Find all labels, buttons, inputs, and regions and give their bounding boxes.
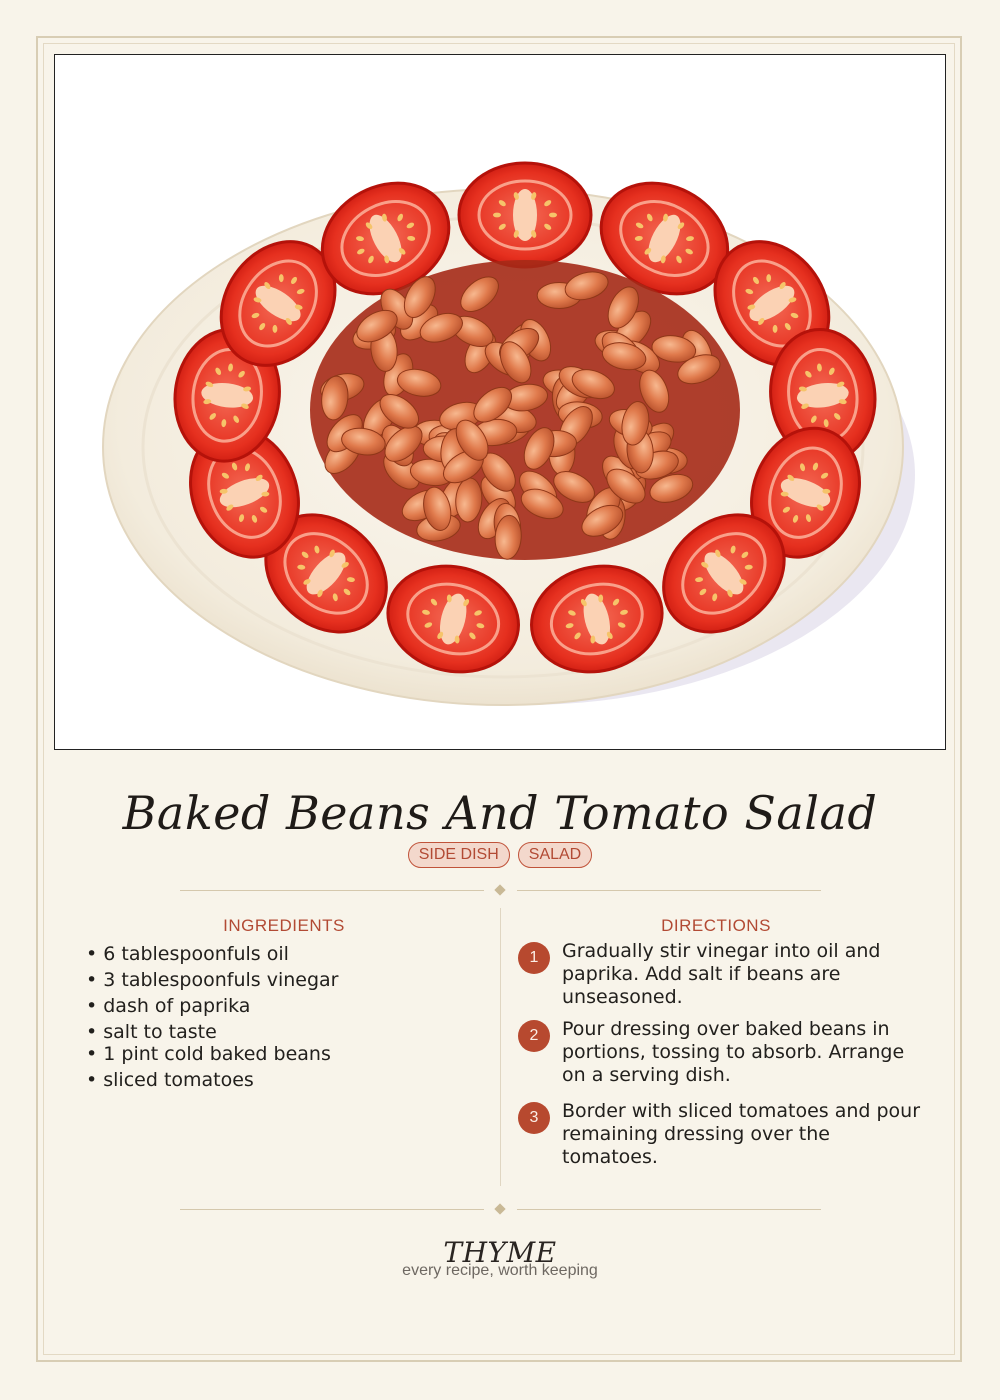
step-number-badge: 1: [518, 942, 550, 974]
step-number-badge: 2: [518, 1020, 550, 1052]
ingredients-heading: INGREDIENTS: [223, 916, 345, 935]
direction-step: [516, 1018, 926, 1100]
directions-heading: DIRECTIONS: [661, 916, 771, 935]
column-separator: [500, 908, 501, 1186]
tag-side-dish[interactable]: SIDE DISH: [408, 842, 510, 868]
recipe-title: Baked Beans And Tomato Salad: [122, 786, 878, 840]
divider-left-top: [180, 890, 484, 891]
directions-list: [516, 940, 926, 1178]
divider-right-bottom: [517, 1209, 821, 1210]
tag-salad[interactable]: SALAD: [518, 842, 592, 868]
ingredient-item: • sliced tomatoes: [86, 1068, 486, 1094]
divider-right-top: [517, 890, 821, 891]
ingredient-item: • salt to taste: [86, 1020, 486, 1042]
brand-tagline: every recipe, worth keeping: [402, 1262, 598, 1279]
tag-list: [0, 842, 1000, 868]
ingredient-item: • dash of paprika: [86, 994, 486, 1020]
ingredients-list: [86, 942, 486, 1094]
brand-logo: THYME: [443, 1236, 557, 1269]
step-number-badge: 3: [518, 1102, 550, 1134]
direction-step: [516, 940, 926, 1018]
ingredient-item: • 6 tablespoonfuls oil: [86, 942, 486, 968]
step-text: Border with sliced tomatoes and pour remaining dressing over the tomatoes.: [562, 1100, 921, 1168]
ingredient-item: • 1 pint cold baked beans: [86, 1042, 486, 1068]
step-text: Gradually stir vinegar into oil and paprika. Add salt if beans are unseasoned.: [562, 940, 881, 1008]
recipe-photo: [54, 54, 946, 750]
ingredient-item: • 3 tablespoonfuls vinegar: [86, 968, 486, 994]
divider-left-bottom: [180, 1209, 484, 1210]
tomato-slice: [459, 163, 591, 267]
dish-illustration: [55, 55, 945, 749]
step-text: Pour dressing over baked beans in portions, tossing to absorb. Arrange on a serving dish.: [562, 1018, 905, 1086]
direction-step: [516, 1100, 926, 1178]
